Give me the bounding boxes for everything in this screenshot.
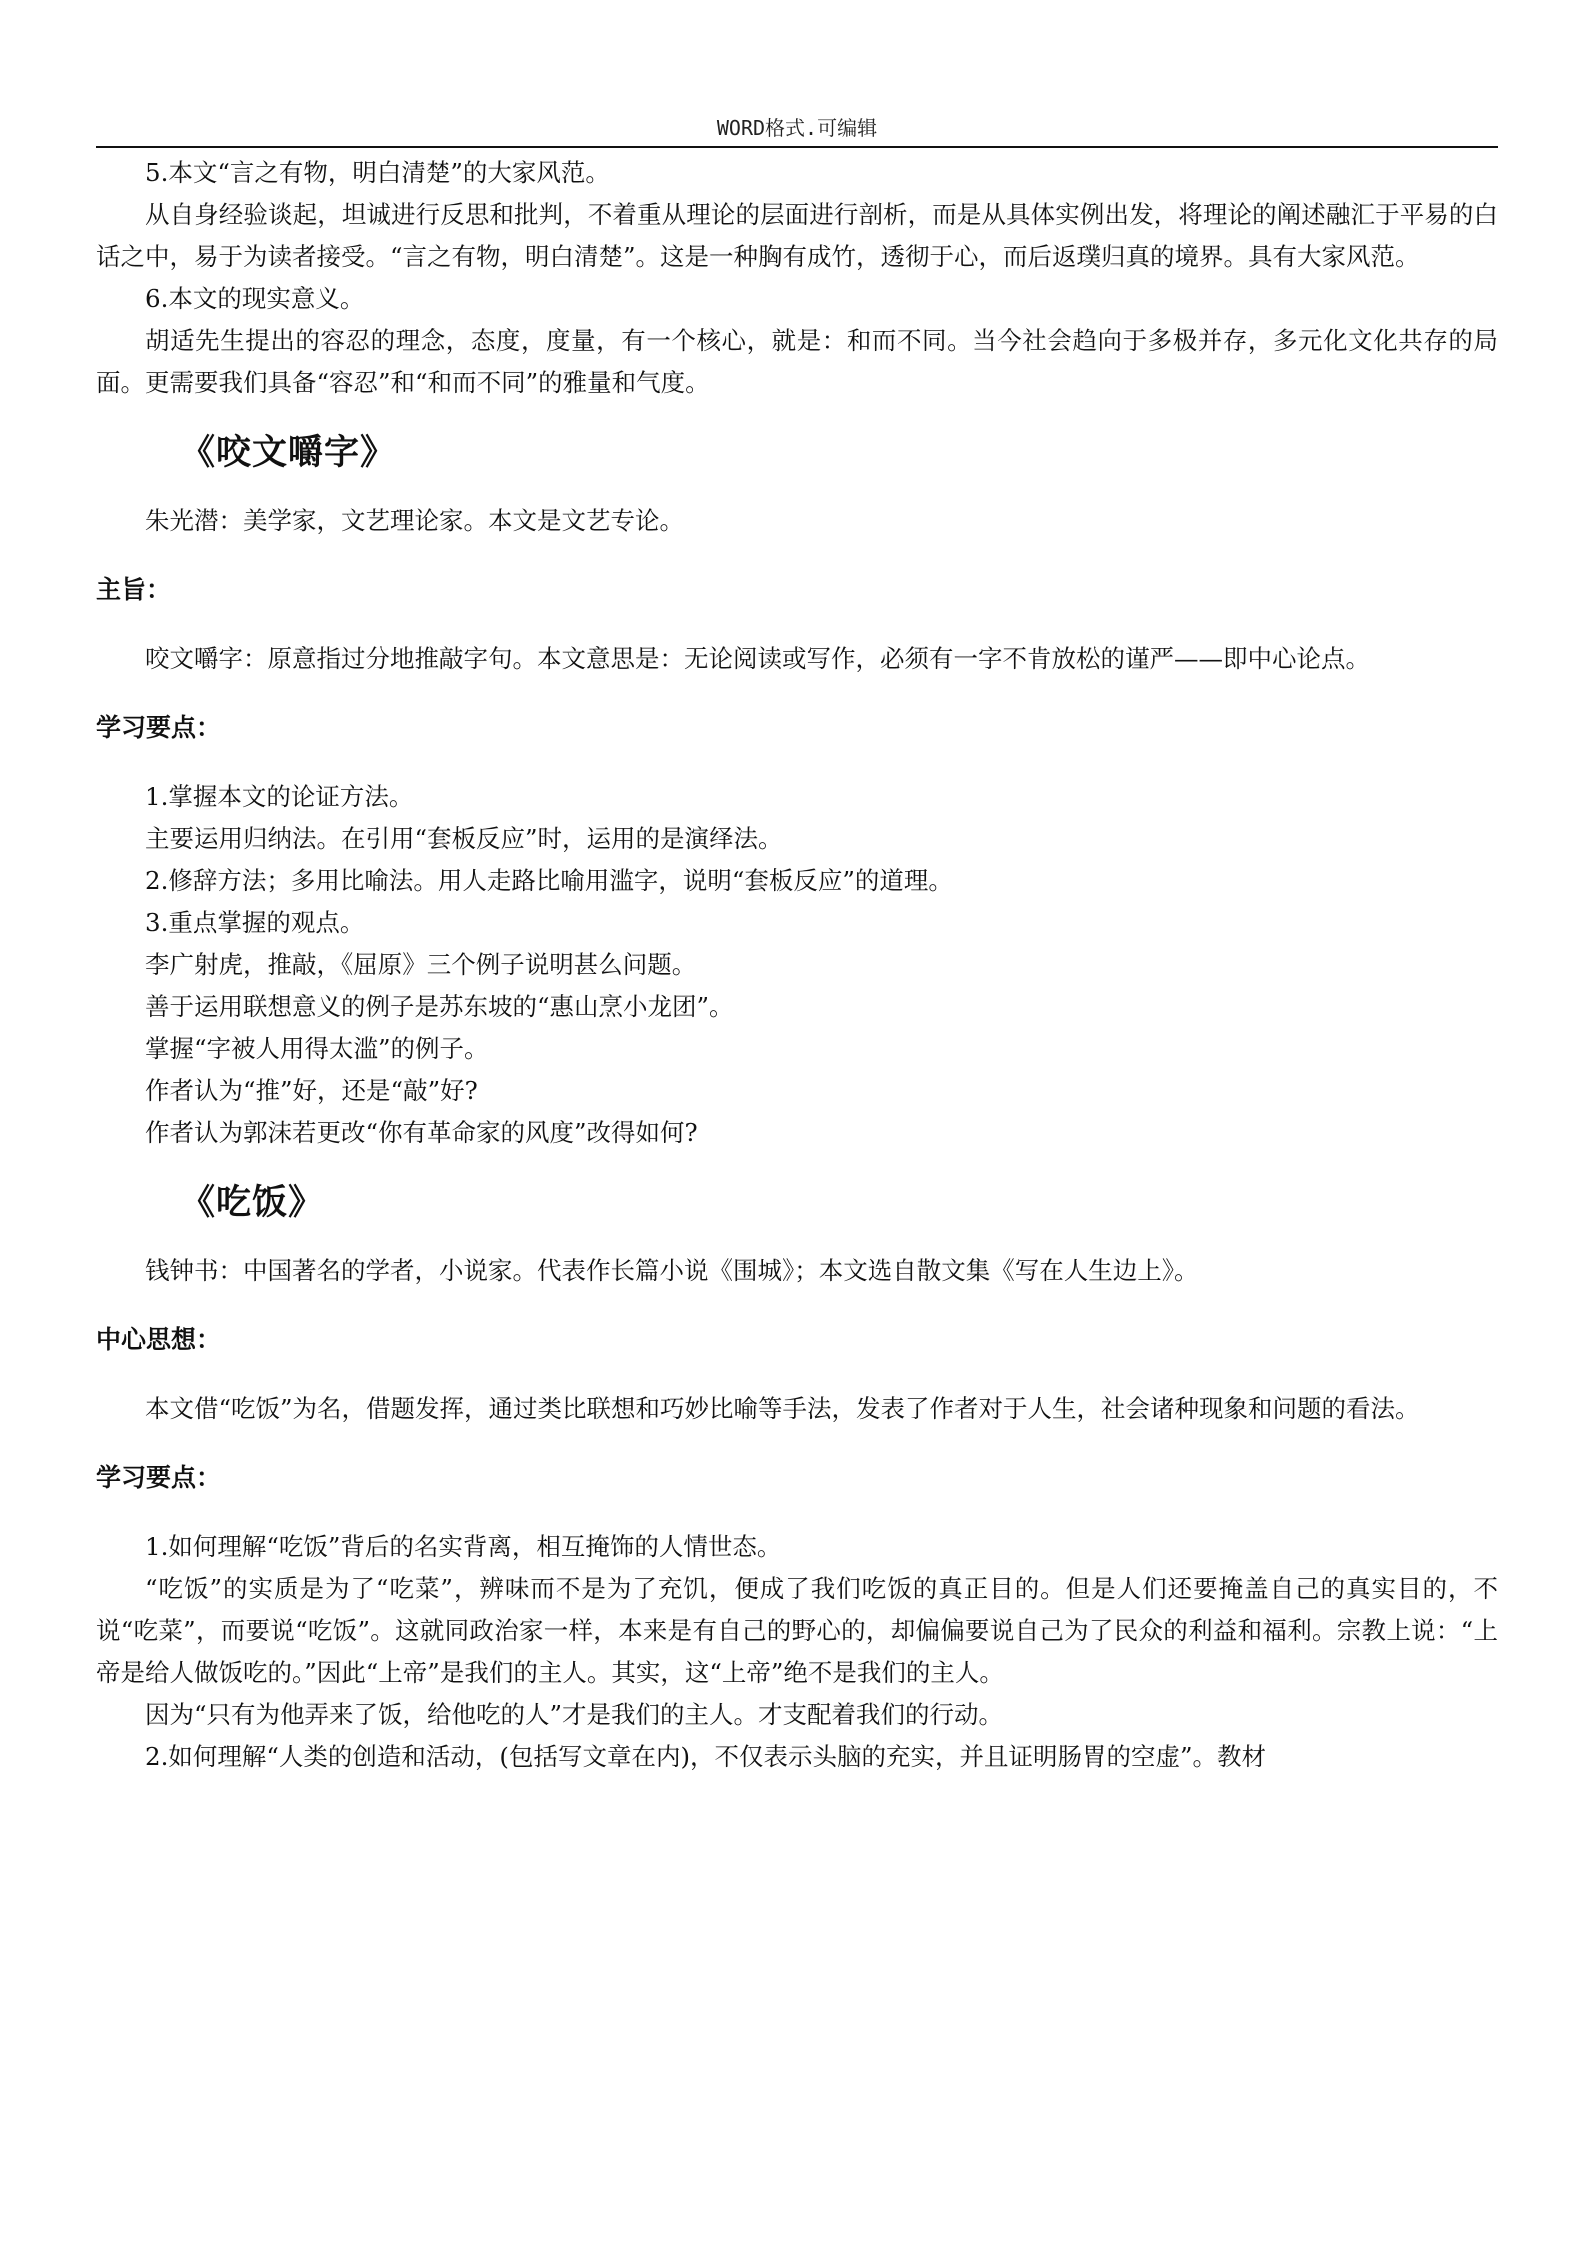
section-heading: 学习要点： <box>96 1463 222 1492</box>
list-item: 作者认为郭沫若更改“你有革命家的风度”改得如何? <box>145 1118 698 1147</box>
list-item: 1.掌握本文的论证方法。 <box>145 782 414 811</box>
paragraph: 5.本文“言之有物，明白清楚”的大家风范。 <box>145 158 610 187</box>
list-item: 3.重点掌握的观点。 <box>145 908 365 937</box>
paragraph: 本文借“吃饭”为名，借题发挥，通过类比联想和巧妙比喻等手法，发表了作者对于人生，社会诸种现象和问题的看法。 <box>145 1394 1420 1423</box>
document-body <box>96 152 1498 1778</box>
paragraph: 咬文嚼字：原意指过分地推敲字句。本文意思是：无论阅读或写作，必须有一字不肯放松的谨严——即中心论点。 <box>145 644 1370 673</box>
list-item: 李广射虎，推敲，《屈原》三个例子说明甚么问题。 <box>145 950 697 979</box>
list-item: 善于运用联想意义的例子是苏东坡的“惠山烹小龙团”。 <box>145 992 734 1021</box>
paragraph: 从自身经验谈起，坦诚进行反思和批判，不着重从理论的层面进行剖析，而是从具体实例出发，将理论的阐述融汇于平易的白话之中，易于为读者接受。“言之有物，明白清楚”。这是一种胸有成竹，透彻于心，而后返璞归真的境界。具有大家风范。 <box>96 200 1498 271</box>
list-item: 2.修辞方法；多用比喻法。用人走路比喻用滥字，说明“套板反应”的道理。 <box>145 866 953 895</box>
header-rule <box>96 146 1498 148</box>
author-line: 钱钟书：中国著名的学者，小说家。代表作长篇小说《围城》；本文选自散文集《写在人生边上》。 <box>145 1256 1199 1285</box>
points-list <box>96 1526 1498 1778</box>
list-item: 掌握“字被人用得太滥”的例子。 <box>145 1034 489 1063</box>
author-line: 朱光潜：美学家，文艺理论家。本文是文艺专论。 <box>145 506 684 535</box>
page-header: WORD格式.可编辑 <box>716 116 878 140</box>
article-title: 《吃饭》 <box>180 1183 325 1223</box>
list-item: “吃饭”的实质是为了“吃菜”，辨味而不是为了充饥，便成了我们吃饭的真正目的。但是人们还要掩盖自己的真实目的，不说“吃菜”，而要说“吃饭”。这就同政治家一样，本来是有自己的野心的，却偏偏要说自己为了民众的利益和福利。宗教上说：“上帝是给人做饭吃的。”因此“上帝”是我们的主人。其实，这“上帝”绝不是我们的主人。 <box>96 1574 1498 1687</box>
list-item: 2.如何理解“人类的创造和活动，(包括写文章在内)，不仅表示头脑的充实，并且证明肠胃的空虚”。教材 <box>145 1742 1267 1771</box>
list-item: 因为“只有为他弄来了饭，给他吃的人”才是我们的主人。才支配着我们的行动。 <box>145 1700 1004 1729</box>
section-heading: 学习要点： <box>96 713 222 742</box>
section-heading: 中心思想： <box>96 1325 222 1354</box>
points-list <box>96 776 1498 1154</box>
list-item: 主要运用归纳法。在引用“套板反应”时，运用的是演绎法。 <box>145 824 783 853</box>
article-title: 《咬文嚼字》 <box>180 433 397 473</box>
list-item: 作者认为“推”好，还是“敲”好? <box>145 1076 478 1105</box>
section-heading: 主旨： <box>96 575 172 604</box>
list-item: 1.如何理解“吃饭”背后的名实背离，相互掩饰的人情世态。 <box>145 1532 782 1561</box>
paragraph: 胡适先生提出的容忍的理念，态度，度量，有一个核心，就是：和而不同。当今社会趋向于多极并存，多元化文化共存的局面。更需要我们具备“容忍”和“和而不同”的雅量和气度。 <box>96 326 1498 397</box>
paragraph: 6.本文的现实意义。 <box>145 284 365 313</box>
